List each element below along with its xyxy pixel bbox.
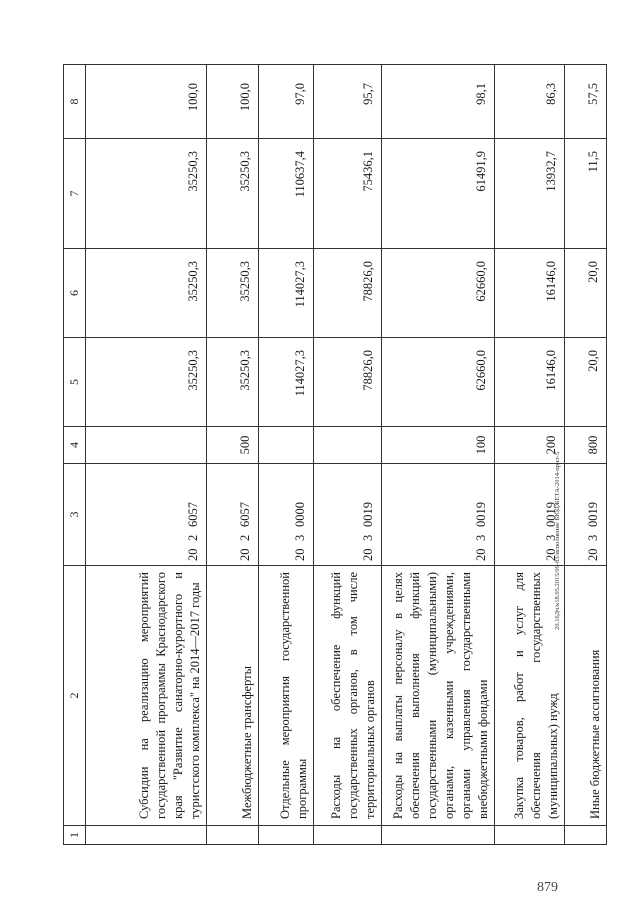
document-footer-code: 20.16Дч/к18.05.2015/09-83/исполнение БЮДЖЕТА-2014-прил-5 <box>554 451 561 630</box>
table-row <box>565 65 607 845</box>
row-col5: 78826,0 <box>314 338 382 427</box>
code-part-c: 0019 <box>361 502 375 527</box>
code-part-c: 0019 <box>586 502 600 527</box>
row-col7: 61491,9 <box>382 139 495 249</box>
row-col6: 62660,0 <box>382 249 495 338</box>
row-col7: 13932,7 <box>495 139 565 249</box>
code-part-b: 3 <box>293 534 307 541</box>
row-number-cell <box>86 826 207 845</box>
row-description: Субсидии на реализацию мероприятий государственной программы Краснодарского края "Развитие санаторно-курортного и туристского комплекса" на 2014—2017 годы <box>86 566 207 826</box>
row-description: Иные бюджетные ассигнования <box>565 566 607 826</box>
row-col8: 100,0 <box>207 65 259 139</box>
row-expense-type: 800 <box>565 427 607 464</box>
column-header-2: 2 <box>64 566 86 826</box>
row-code <box>259 464 314 566</box>
row-col5: 35250,3 <box>207 338 259 427</box>
code-part-c: 0019 <box>474 502 488 527</box>
row-number-cell <box>259 826 314 845</box>
row-expense-type: 100 <box>382 427 495 464</box>
row-col6: 78826,0 <box>314 249 382 338</box>
code-part-a: 20 <box>544 548 558 561</box>
row-col5: 114027,3 <box>259 338 314 427</box>
code-part-c: 6057 <box>186 502 200 527</box>
row-col8: 95,7 <box>314 65 382 139</box>
row-col7: 75436,1 <box>314 139 382 249</box>
row-expense-type <box>86 427 207 464</box>
code-part-c: 0019 <box>544 502 558 527</box>
rotated-page <box>63 65 602 845</box>
table-row <box>86 65 207 845</box>
row-number-cell <box>565 826 607 845</box>
row-code <box>314 464 382 566</box>
budget-table <box>63 64 607 845</box>
row-description: Расходы на выплаты персоналу в целях обеспечения выполнения функций государственными (муниципальными) органами, казенными учреждениями, органами управления государственными внебюджетными фондами <box>382 566 495 826</box>
row-col6: 114027,3 <box>259 249 314 338</box>
column-header-6: 6 <box>64 249 86 338</box>
row-col6: 35250,3 <box>86 249 207 338</box>
row-description: Межбюджетные трансферты <box>207 566 259 826</box>
row-col5: 62660,0 <box>382 338 495 427</box>
row-code <box>565 464 607 566</box>
row-col5: 20,0 <box>565 338 607 427</box>
row-col8: 57,5 <box>565 65 607 139</box>
page-number: 879 <box>537 880 558 895</box>
column-header-5: 5 <box>64 338 86 427</box>
code-part-a: 20 <box>474 548 488 561</box>
row-col7: 35250,3 <box>207 139 259 249</box>
code-part-b: 2 <box>186 534 200 541</box>
row-number-cell <box>207 826 259 845</box>
row-col8: 98,1 <box>382 65 495 139</box>
row-description: Закупка товаров, работ и услуг для обеспечения государственных (муниципальных) нужд <box>495 566 565 826</box>
row-col5: 35250,3 <box>86 338 207 427</box>
row-col5: 16146,0 <box>495 338 565 427</box>
row-description: Расходы на обеспечение функций государственных органов, в том числе территориальных органов <box>314 566 382 826</box>
code-part-b: 2 <box>238 534 252 541</box>
row-number-cell <box>382 826 495 845</box>
column-header-3: 3 <box>64 464 86 566</box>
row-code <box>86 464 207 566</box>
row-expense-type: 200 <box>495 427 565 464</box>
column-header-8: 8 <box>64 65 86 139</box>
code-part-b: 3 <box>586 534 600 541</box>
table-row <box>259 65 314 845</box>
code-part-b: 3 <box>544 534 558 541</box>
column-header-1: 1 <box>64 826 86 845</box>
row-col7: 11,5 <box>565 139 607 249</box>
row-expense-type: 500 <box>207 427 259 464</box>
code-part-b: 3 <box>361 534 375 541</box>
row-expense-type <box>259 427 314 464</box>
row-col7: 110637,4 <box>259 139 314 249</box>
column-header-4: 4 <box>64 427 86 464</box>
row-code <box>382 464 495 566</box>
row-col8: 86,3 <box>495 65 565 139</box>
code-part-c: 6057 <box>238 502 252 527</box>
row-col6: 35250,3 <box>207 249 259 338</box>
row-expense-type <box>314 427 382 464</box>
column-number-row <box>64 65 86 845</box>
code-part-c: 0000 <box>293 502 307 527</box>
row-col8: 97,0 <box>259 65 314 139</box>
row-description: Отдельные мероприятия государственной программы <box>259 566 314 826</box>
code-part-a: 20 <box>586 548 600 561</box>
code-part-a: 20 <box>293 548 307 561</box>
column-header-7: 7 <box>64 139 86 249</box>
row-col7: 35250,3 <box>86 139 207 249</box>
code-part-a: 20 <box>238 548 252 561</box>
row-number-cell <box>495 826 565 845</box>
code-part-b: 3 <box>474 534 488 541</box>
code-part-a: 20 <box>361 548 375 561</box>
row-col6: 20,0 <box>565 249 607 338</box>
table-row <box>207 65 259 845</box>
row-number-cell <box>314 826 382 845</box>
table-row <box>382 65 495 845</box>
row-code <box>207 464 259 566</box>
row-col6: 16146,0 <box>495 249 565 338</box>
table-row <box>314 65 382 845</box>
code-part-a: 20 <box>186 548 200 561</box>
row-col8: 100,0 <box>86 65 207 139</box>
